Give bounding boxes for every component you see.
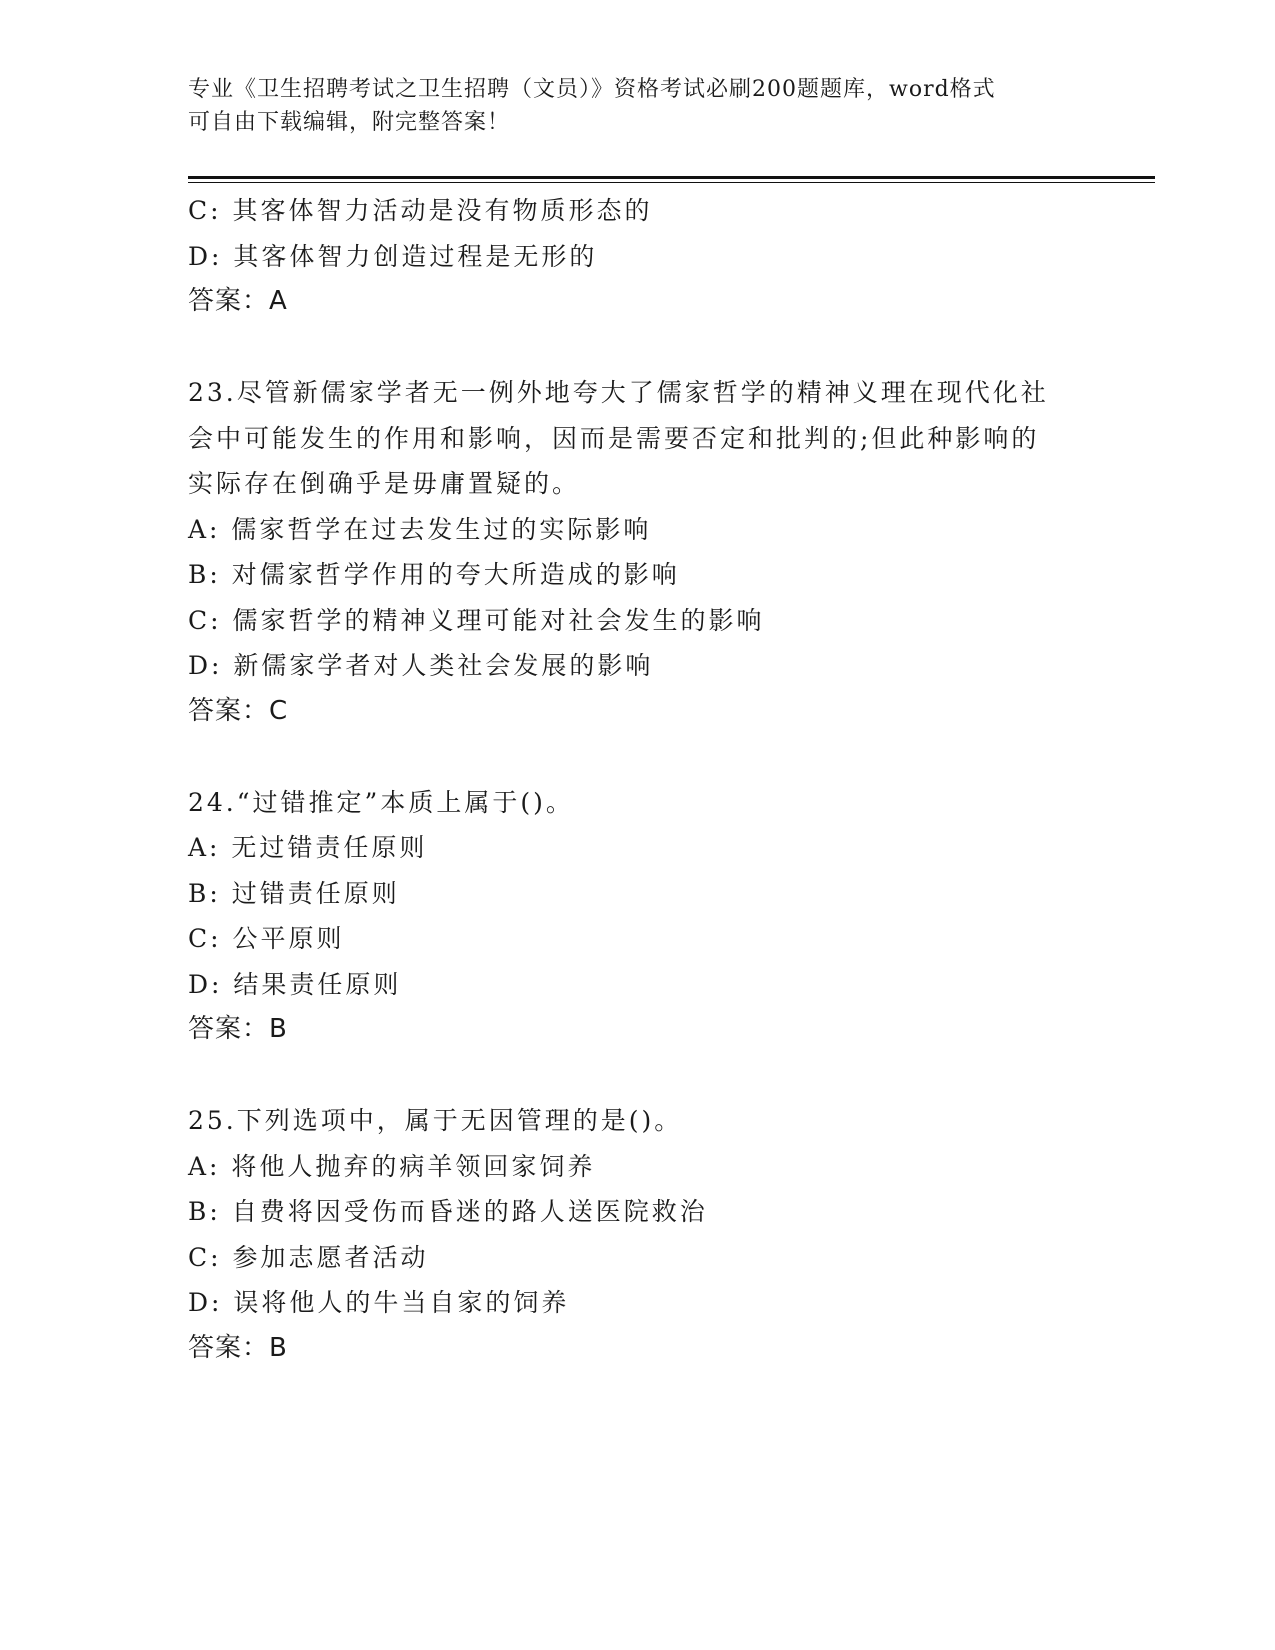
question-block-prev — [188, 188, 1088, 325]
header-divider-thin — [188, 182, 1155, 183]
option-c: C: 儒家哲学的精神义理可能对社会发生的影响 — [188, 605, 765, 635]
answer-line: 答案：B — [188, 1332, 288, 1363]
question-block-24 — [188, 780, 1088, 1053]
option-a: A: 无过错责任原则 — [188, 833, 428, 862]
spacer — [188, 1053, 1088, 1099]
document-body — [188, 188, 1088, 1371]
question-stem: 24.“过错推定”本质上属于()。 — [188, 787, 574, 817]
question-block-23 — [188, 370, 1088, 734]
option-c: C: 其客体智力活动是没有物质形态的 — [188, 196, 653, 225]
option-d: D: 结果责任原则 — [188, 969, 402, 999]
question-block-25 — [188, 1098, 1088, 1371]
option-c: C: 参加志愿者活动 — [188, 1242, 429, 1272]
answer-line: 答案：A — [188, 286, 288, 316]
header-line-1: 专业《卫生招聘考试之卫生招聘（文员）》资格考试必刷200题题库，word格式 — [188, 77, 996, 102]
question-stem: 25.下列选项中，属于无因管理的是()。 — [188, 1106, 683, 1135]
question-stem: 会中可能发生的作用和影响，因而是需要否定和批判的;但此种影响的 — [188, 423, 1040, 453]
option-b: B: 过错责任原则 — [188, 878, 400, 908]
question-stem: 实际存在倒确乎是毋庸置疑的。 — [188, 469, 581, 498]
spacer — [188, 325, 1088, 371]
option-d: D: 其客体智力创造过程是无形的 — [188, 241, 598, 271]
option-a: A: 将他人抛弃的病羊领回家饲养 — [188, 1151, 596, 1181]
option-d: D: 误将他人的牛当自家的饲养 — [188, 1288, 570, 1317]
option-b: B: 对儒家哲学作用的夸大所造成的影响 — [188, 560, 680, 589]
question-stem: 23.尽管新儒家学者无一例外地夸大了儒家哲学的精神义理在现代化社 — [188, 378, 1049, 407]
answer-line: 答案：B — [188, 1014, 288, 1044]
option-d: D: 新儒家学者对人类社会发展的影响 — [188, 651, 654, 680]
option-b: B: 自费将因受伤而昏迷的路人送医院救治 — [188, 1197, 708, 1226]
answer-line: 答案：C — [188, 695, 289, 726]
option-a: A: 儒家哲学在过去发生过的实际影响 — [188, 514, 652, 544]
document-header — [188, 73, 1088, 139]
option-c: C: 公平原则 — [188, 924, 345, 953]
header-divider-thick — [188, 176, 1155, 179]
spacer — [188, 734, 1088, 780]
header-line-2: 可自由下载编辑，附完整答案！ — [188, 110, 511, 135]
